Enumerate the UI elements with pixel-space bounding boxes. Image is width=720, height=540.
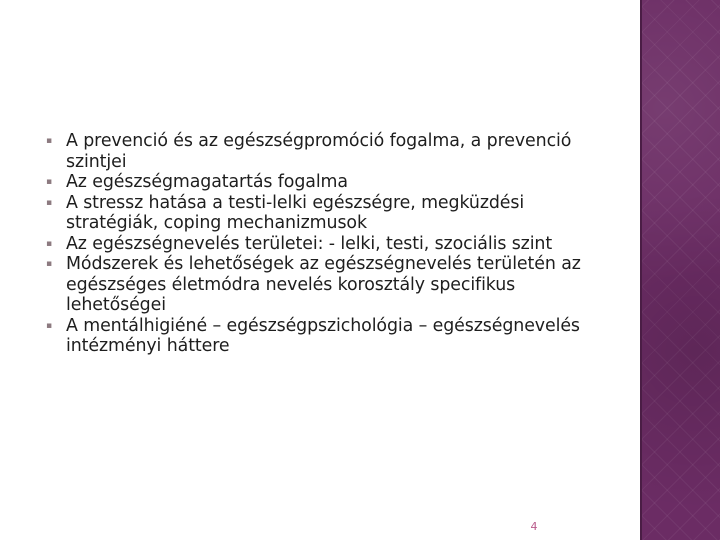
list-item	[46, 193, 606, 234]
side-panel-divider	[640, 0, 642, 540]
list-item	[46, 316, 606, 357]
list-item	[46, 254, 606, 316]
bullet-icon: ▪	[46, 136, 52, 146]
decorative-side-panel	[640, 0, 720, 540]
bullet-icon: ▪	[46, 177, 52, 187]
bullet-icon: ▪	[46, 259, 52, 269]
list-item	[46, 131, 606, 172]
page-number: 4	[530, 520, 538, 533]
list-item-text: Módszerek és lehetőségek az egészségnevelés területén az egészséges életmódra nevelés korosztály specifikus lehetőségei	[66, 254, 581, 315]
bullet-icon: ▪	[46, 197, 52, 208]
bullet-icon: ▪	[46, 238, 52, 249]
list-item-text: A mentálhigiéné – egészségpszichológia – egészségnevelés intézményi háttere	[66, 315, 580, 356]
bullet-list	[46, 131, 606, 357]
list-item	[46, 172, 606, 193]
list-item-text: A stressz hatása a testi-lelki egészségre, megküzdési stratégiák, coping mechanizmusok	[66, 192, 525, 233]
bullet-icon: ▪	[46, 320, 52, 331]
list-item-text: Az egészségnevelés területei: - lelki, testi, szociális szint	[66, 233, 553, 254]
list-item-text: Az egészségmagatartás fogalma	[66, 172, 348, 192]
list-item	[46, 234, 606, 255]
list-item-text: A prevenció és az egészségpromóció fogalma, a prevenció szintjei	[66, 131, 572, 172]
